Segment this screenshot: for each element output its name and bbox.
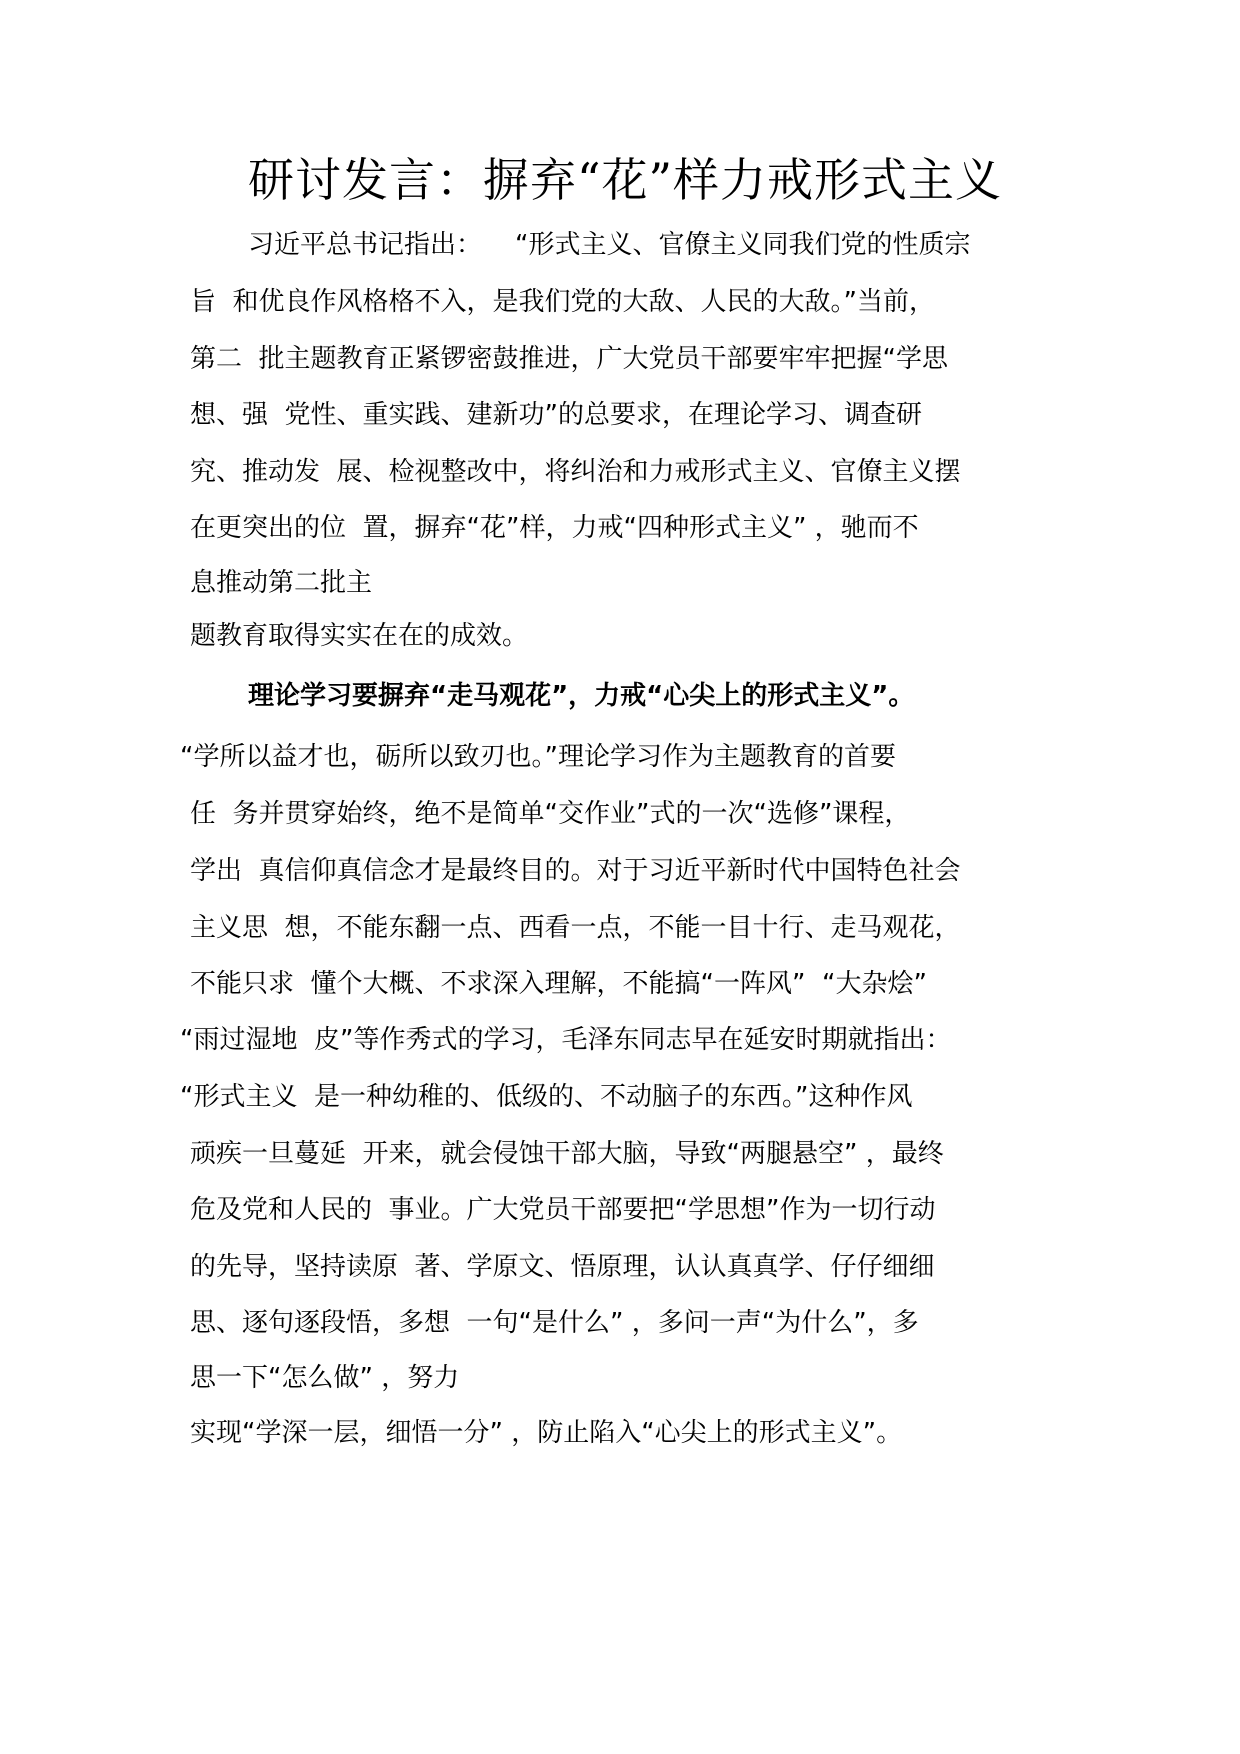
paragraph-line: 在更突出的位 置，摒弃“花”样，力戒“四种形式主义” ，驰而不 xyxy=(190,513,919,543)
paragraph-line: “形式主义 是一种幼稚的、低级的、不动脑子的东西。”这种作风 xyxy=(180,1082,913,1112)
paragraph-line: “雨过湿地 皮”等作秀式的学习，毛泽东同志早在延安时期就指出： xyxy=(180,1025,952,1055)
paragraph-line: 实现“学深一层，细悟一分” ，防止陷入“心尖上的形式主义”。 xyxy=(190,1418,903,1448)
section-heading: 理论学习要摒弃“走马观花”，力戒“心尖上的形式主义”。 xyxy=(248,681,915,711)
paragraph-line: 第二 批主题教育正紧锣密鼓推进，广大党员干部要牢牢把握“学思 xyxy=(190,344,948,374)
paragraph-line: 的先导，坚持读原 著、学原文、悟原理，认认真真学、仔仔细细 xyxy=(190,1252,935,1282)
paragraph-line: 息推动第二批主 xyxy=(190,568,373,598)
paragraph-line: 不能只求 懂个大概、不求深入理解，不能搞“一阵风” “大杂烩” xyxy=(190,969,927,999)
paragraph-line: 想、强 党性、重实践、建新功”的总要求，在理论学习、调查研 xyxy=(190,400,922,430)
paragraph-line: 任 务并贯穿始终，绝不是简单“交作业”式的一次“选修”课程， xyxy=(190,799,911,829)
paragraph-line: 学出 真信仰真信念才是最终目的。对于习近平新时代中国特色社会 xyxy=(190,856,961,886)
paragraph-line: 旨 和优良作风格格不入，是我们党的大敌、人民的大敌。”当前， xyxy=(190,287,935,317)
paragraph-line: “学所以益才也，砺所以致刃也。”理论学习作为主题教育的首要 xyxy=(180,742,896,772)
paragraph-line: 究、推动发 展、检视整改中，将纠治和力戒形式主义、官僚主义摆 xyxy=(190,457,961,487)
paragraph-line: 顽疾一旦蔓延 开来，就会侵蚀干部大脑，导致“两腿悬空” ，最终 xyxy=(190,1139,944,1169)
paragraph-line: 思、逐句逐段悟，多想 一句“是什么” ，多问一声“为什么”，多 xyxy=(190,1308,919,1338)
paragraph-line: 主义思 想，不能东翻一点、西看一点，不能一目十行、走马观花， xyxy=(190,913,961,943)
page-title: 研讨发言：摒弃“花”样力戒形式主义 xyxy=(248,153,1003,207)
paragraph-line: 题教育取得实实在在的成效。 xyxy=(190,621,529,651)
paragraph-line: 危及党和人民的 事业。广大党员干部要把“学思想”作为一切行动 xyxy=(190,1195,936,1225)
paragraph-line: 思一下“怎么做” ，努力 xyxy=(190,1363,460,1393)
paragraph-line: 习近平总书记指出： “形式主义、官僚主义同我们党的性质宗 xyxy=(248,230,971,260)
